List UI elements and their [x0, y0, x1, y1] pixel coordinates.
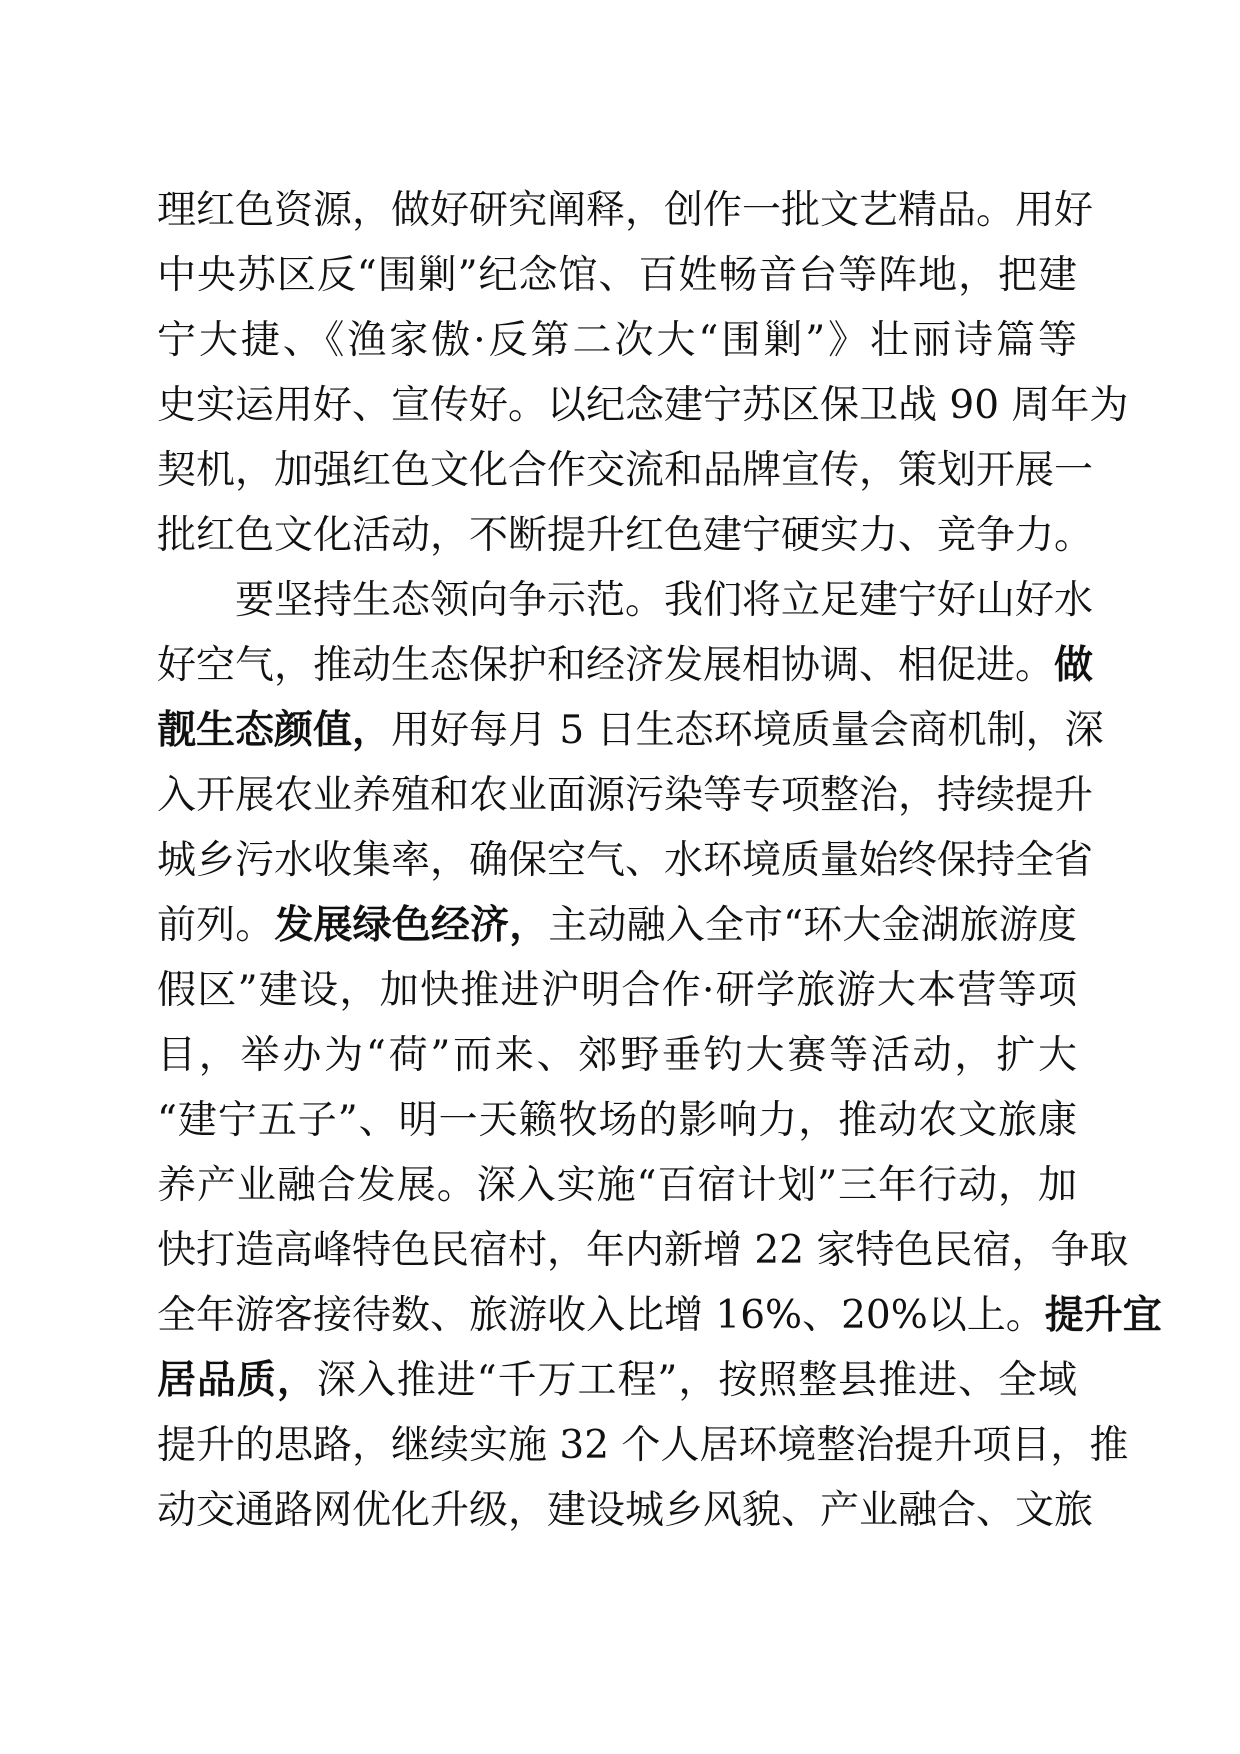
paragraph-line: 理红色资源，做好研究阐释，创作一批文艺精品。用好 — [157, 188, 1094, 233]
paragraph-line: 城乡污水收集率，确保空气、水环境质量始终保持全省 — [157, 838, 1094, 883]
paragraph-line: 契机，加强红色文化合作交流和品牌宣传，策划开展一 — [157, 448, 1094, 493]
paragraph-line: 养产业融合发展。深入实施“百宿计划”三年行动，加 — [157, 1163, 1077, 1208]
text-run: 主动融入全市“环大金湖旅游度 — [548, 903, 1077, 948]
paragraph-line — [157, 568, 1094, 633]
paragraph-line — [157, 893, 1077, 958]
text-run: 好空气，推动生态保护和经济发展相协调、相促进。 — [157, 643, 1055, 688]
paragraph-line: 史实运用好、宣传好。以纪念建宁苏区保卫战 90 周年为 — [157, 383, 1129, 428]
paragraph-line: 中央苏区反“围剿”纪念馆、百姓畅音台等阵地，把建 — [157, 253, 1077, 298]
paragraph-line: 提升的思路，继续实施 32 个人居环境整治提升项目，推 — [157, 1423, 1129, 1468]
section-heading: 要坚持生态领向争示范。 — [235, 578, 665, 623]
text-run: 深入推进“千万工程”，按照整县推进、全域 — [316, 1358, 1077, 1403]
paragraph-line: 批红色文化活动，不断提升红色建宁硬实力、竞争力。 — [157, 513, 1094, 558]
paragraph-line: 目，举办为“荷”而来、郊野垂钓大赛等活动，扩大 — [157, 1033, 1077, 1078]
bold-subheading: 提升宜 — [1044, 1292, 1162, 1338]
paragraph-line — [157, 698, 1104, 763]
paragraph-line: 入开展农业养殖和农业面源污染等专项整治，持续提升 — [157, 773, 1094, 818]
body-text — [157, 178, 1162, 1543]
text-run: 全年游客接待数、旅游收入比增 16%、20%以上。 — [157, 1293, 1045, 1338]
paragraph-line: 宁大捷、《渔家傲·反第二次大“围剿”》壮丽诗篇等 — [157, 318, 1077, 363]
text-run: 用好每月 5 日生态环境质量会商机制，深 — [391, 708, 1104, 753]
paragraph-line — [157, 633, 1094, 698]
text-run: 前列。 — [157, 903, 275, 948]
paragraph-line: 假区”建设，加快推进沪明合作·研学旅游大本营等项 — [157, 968, 1077, 1013]
bold-subheading: 发展绿色经济， — [274, 902, 549, 948]
paragraph-line — [157, 1283, 1162, 1348]
paragraph-line: 快打造高峰特色民宿村，年内新增 22 家特色民宿，争取 — [157, 1228, 1129, 1273]
bold-subheading: 靓生态颜值， — [157, 707, 392, 753]
bold-subheading: 做 — [1054, 642, 1094, 688]
paragraph-line: 动交通路网优化升级，建设城乡风貌、产业融合、文旅 — [157, 1488, 1094, 1533]
paragraph-line: “建宁五子”、明一天籁牧场的影响力，推动农文旅康 — [157, 1098, 1077, 1143]
text-run: 我们将立足建宁好山好水 — [664, 578, 1094, 623]
bold-subheading: 居品质， — [157, 1357, 317, 1403]
paragraph-line — [157, 1348, 1077, 1413]
